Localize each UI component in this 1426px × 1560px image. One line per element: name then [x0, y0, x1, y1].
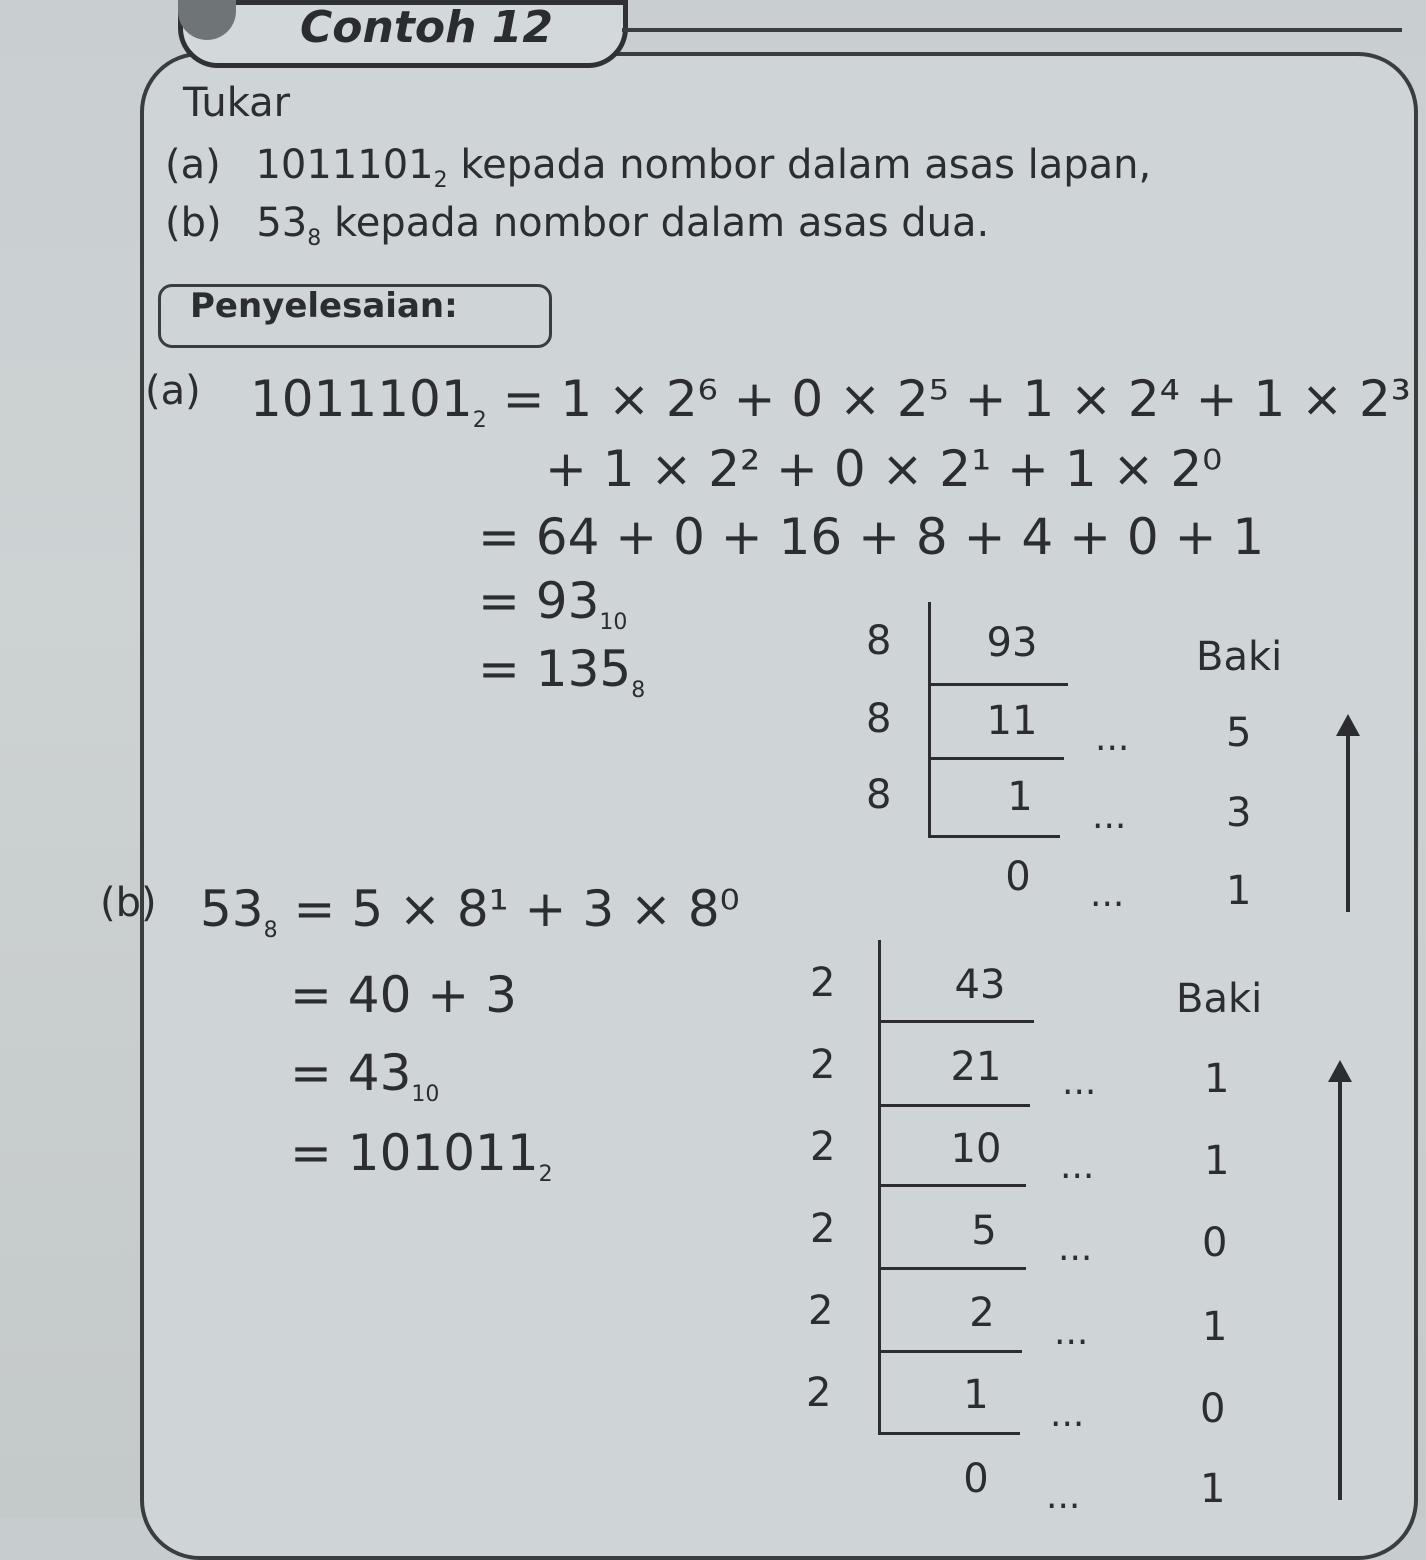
part-a-line2: + 1 × 2² + 0 × 2¹ + 1 × 2⁰: [545, 440, 1223, 498]
ladder-b-remainder: 0: [1202, 1220, 1228, 1266]
ladder-b-rule-6: [878, 1432, 1020, 1435]
question-intro: Tukar: [183, 80, 291, 126]
ladder-a-divisor: 8: [866, 696, 892, 742]
ladder-b-up-arrow-icon: [1328, 1060, 1352, 1082]
part-a-line-0: [250, 370, 1411, 433]
part-b-label: (b): [100, 880, 157, 926]
ladder-b-divisor: 2: [810, 960, 836, 1006]
question-a: [165, 142, 1151, 193]
ladder-a-vertical-rule: [928, 602, 931, 838]
question-b: [165, 200, 989, 251]
ladder-b-remainder: 0: [1200, 1386, 1226, 1432]
ladder-a-up-arrow-icon: [1336, 714, 1360, 736]
ladder-a-arrow-shaft: [1346, 734, 1350, 912]
question-b-number: 53: [256, 200, 308, 246]
ladder-b-rule-2: [878, 1104, 1030, 1107]
part-a-line1: = 1 × 2⁶ + 0 × 2⁵ + 1 × 2⁴ + 1 × 2³: [502, 370, 1411, 428]
part-b-base: 8: [263, 918, 278, 943]
question-b-base: 8: [307, 226, 322, 251]
ladder-a-rule-2: [928, 757, 1064, 760]
ladder-b-dots: ...: [1050, 1394, 1085, 1435]
part-b-line-0: [200, 880, 740, 943]
question-a-text: kepada nombor dalam asas lapan,: [460, 142, 1152, 188]
ladder-b-quotient: 5: [971, 1208, 997, 1254]
example-title: Contoh 12: [300, 2, 553, 53]
ladder-a-quotient: 93: [986, 620, 1038, 666]
part-b-line4-value: = 101011: [290, 1124, 539, 1182]
ladder-b-vertical-rule: [878, 940, 881, 1434]
ladder-b-arrow-shaft: [1338, 1080, 1342, 1500]
ladder-a-divisor: 8: [866, 618, 892, 664]
part-a-line3: = 64 + 0 + 16 + 8 + 4 + 0 + 1: [478, 508, 1265, 566]
ladder-a-quotient: 1: [1007, 774, 1033, 820]
ladder-b-rule-5: [878, 1350, 1022, 1353]
ladder-b-quotient: 43: [954, 962, 1006, 1008]
ladder-a-remainder: 1: [1226, 868, 1252, 914]
part-a-number: 1011101: [250, 370, 473, 428]
ladder-b-divisor: 2: [810, 1042, 836, 1088]
question-b-text: kepada nombor dalam asas dua.: [333, 200, 990, 246]
ladder-b-quotient: 2: [969, 1290, 995, 1336]
part-a-line4: [478, 572, 627, 635]
ladder-b-dots: ...: [1060, 1146, 1095, 1187]
part-b-line3-value: = 43: [290, 1044, 412, 1102]
part-a-base: 2: [472, 408, 487, 433]
ladder-b-divisor: 2: [810, 1206, 836, 1252]
ladder-b-dots: ...: [1058, 1228, 1093, 1269]
part-b-line3: [290, 1044, 439, 1107]
ladder-b-remainder: 1: [1204, 1138, 1230, 1184]
ladder-b-remainder: 1: [1202, 1304, 1228, 1350]
ladder-b-rule-3: [878, 1184, 1026, 1187]
ladder-b-dots: ...: [1046, 1476, 1081, 1517]
ladder-a-quotient: 0: [1005, 854, 1031, 900]
part-a-label: (a): [145, 368, 201, 414]
part-b-number: 53: [200, 880, 264, 938]
ladder-b-rule-1: [878, 1020, 1034, 1023]
part-a-line5: [478, 640, 645, 703]
ladder-b-quotient: 21: [950, 1044, 1002, 1090]
ladder-a-quotient: 11: [986, 698, 1038, 744]
ladder-b-divisor: 2: [808, 1288, 834, 1334]
ladder-a-divisor: 8: [866, 772, 892, 818]
part-a-line4-base: 10: [599, 610, 628, 635]
ladder-b-dots: ...: [1054, 1312, 1089, 1353]
part-b-line4: [290, 1124, 553, 1187]
solution-label: Penyelesaian:: [190, 286, 458, 326]
ladder-a-dots: ...: [1092, 796, 1127, 837]
part-b-line3-base: 10: [411, 1082, 440, 1107]
ladder-b-remainder: 1: [1204, 1056, 1230, 1102]
question-a-label: (a): [165, 142, 221, 188]
ladder-a-rule-3: [928, 835, 1060, 838]
part-b-line2: = 40 + 3: [290, 966, 517, 1024]
ladder-a-rule-1: [928, 683, 1068, 686]
ladder-b-divisor: 2: [806, 1370, 832, 1416]
title-rule: [622, 28, 1402, 32]
part-b-line1: = 5 × 8¹ + 3 × 8⁰: [293, 880, 740, 938]
ladder-a-dots: ...: [1090, 874, 1125, 915]
ladder-b-quotient: 10: [950, 1126, 1002, 1172]
ladder-a-baki-label: Baki: [1196, 634, 1283, 680]
part-a-line5-base: 8: [631, 678, 646, 703]
question-a-number: 1011101: [255, 142, 434, 188]
question-b-label: (b): [165, 200, 222, 246]
ladder-b-divisor: 2: [810, 1124, 836, 1170]
ladder-b-dots: ...: [1062, 1062, 1097, 1103]
ladder-a-remainder: 5: [1226, 710, 1252, 756]
part-b-line4-base: 2: [538, 1162, 553, 1187]
ladder-a-remainder: 3: [1226, 790, 1252, 836]
ladder-a-dots: ...: [1095, 718, 1130, 759]
ladder-b-baki-label: Baki: [1176, 976, 1263, 1022]
question-a-base: 2: [433, 168, 448, 193]
ladder-b-quotient: 1: [963, 1372, 989, 1418]
ladder-b-rule-4: [878, 1267, 1026, 1270]
ladder-b-quotient: 0: [963, 1456, 989, 1502]
ladder-b-remainder: 1: [1200, 1466, 1226, 1512]
part-a-line4-value: = 93: [478, 572, 600, 630]
part-a-line5-value: = 135: [478, 640, 632, 698]
